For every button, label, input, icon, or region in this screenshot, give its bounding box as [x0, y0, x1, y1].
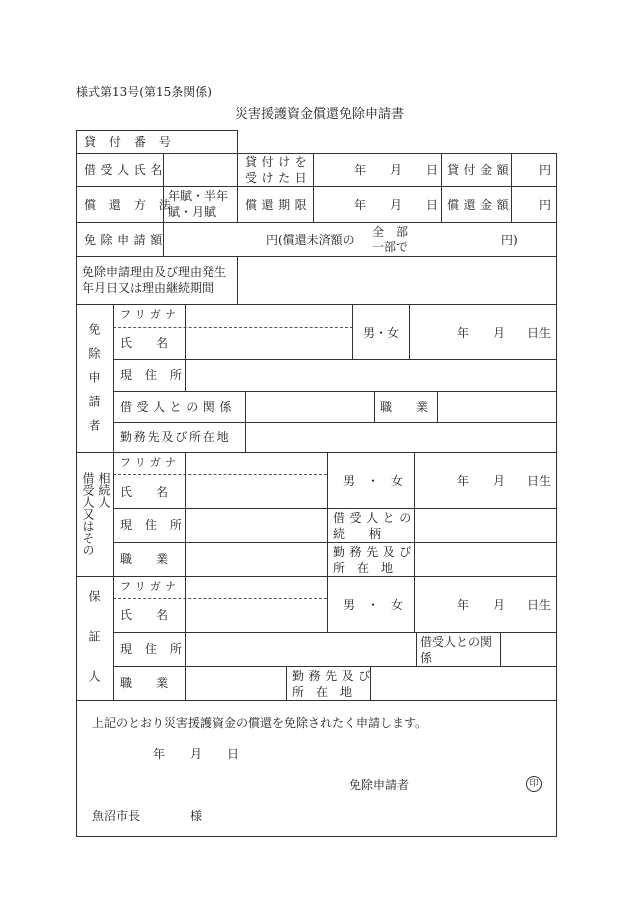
applicant-workplace-label: 勤務先及び所在地: [120, 430, 231, 444]
heir-name-label: 氏 名: [120, 485, 169, 499]
heir-relation-label-2: 続 柄: [333, 527, 382, 541]
heir-occupation-label: 職 業: [120, 552, 169, 566]
loan-amount-yen: 円: [539, 163, 552, 177]
guarantor-furigana-label: フリガナ: [120, 580, 181, 593]
guarantor-section-label: 保証人: [87, 590, 101, 710]
all-option: 全 部: [372, 225, 409, 239]
applicant-name-field[interactable]: [186, 328, 352, 358]
guarantor-birth-month: 月: [493, 598, 506, 612]
applicant-gender: 男・女: [363, 326, 400, 340]
repay-period-year: 年: [354, 198, 367, 212]
guarantor-workplace-label-2: 所 在 地: [292, 685, 353, 699]
loan-date-label-1: 貸付けを: [245, 155, 312, 169]
heir-birth-year: 年: [457, 474, 470, 488]
applicant-furigana-label: フリガナ: [120, 308, 181, 321]
heir-gender: 男 ・ 女: [343, 474, 404, 488]
guarantor-relation-label-1: 借受人との関: [420, 635, 493, 649]
repay-amount-yen: 円: [539, 198, 552, 212]
part-option: 一部で: [372, 240, 409, 254]
form-title: 災害援護資金償還免除申請書: [235, 107, 405, 122]
reason-label-1: 免除申請理由及び理由発生: [82, 265, 227, 279]
reason-field[interactable]: [238, 257, 556, 304]
addressee: 魚沼市長: [92, 809, 141, 823]
seal-mark: 印: [526, 776, 542, 792]
reason-label-2: 年月日又は理由継続期間: [82, 281, 215, 295]
guarantor-birth-day: 日生: [527, 598, 552, 612]
heir-workplace-label-2: 所 在 地: [333, 561, 394, 575]
loan-number-field[interactable]: [164, 131, 237, 153]
guarantor-address-label: 現 住 所: [120, 642, 187, 656]
exemption-amount-text: 円(償還未済額の: [266, 233, 355, 247]
signer-label: 免除申請者: [349, 778, 410, 792]
applicant-birth-month: 月: [493, 326, 506, 340]
repay-period-month: 月: [390, 198, 403, 212]
loan-date-day: 日: [426, 163, 439, 177]
applicant-address-field[interactable]: [186, 360, 556, 390]
applicant-name-label: 氏 名: [120, 336, 169, 350]
guarantor-relation-label-2: 係: [420, 651, 433, 665]
applicant-relation-label: 借受人との関係: [120, 400, 236, 414]
heir-section-label-b: 借受人又はその: [81, 472, 95, 556]
repay-method-option-1: 年賦・半年: [168, 189, 229, 203]
honorific: 様: [190, 809, 203, 823]
exemption-amount-label: 免除申請額: [84, 233, 167, 247]
applicant-birth-day: 日生: [527, 326, 552, 340]
heir-birth-month: 月: [493, 474, 506, 488]
borrower-name-field[interactable]: [164, 154, 237, 186]
repay-period-label: 償還期限: [245, 198, 312, 212]
repay-period-day: 日: [426, 198, 439, 212]
applicant-address-label: 現 住 所: [120, 368, 187, 382]
guarantor-name-label: 氏 名: [120, 608, 169, 622]
loan-date-label-2: 受けた日: [245, 171, 312, 185]
form-number: 様式第13号(第15条関係): [76, 85, 212, 99]
heir-relation-label-1: 借受人との: [333, 511, 416, 525]
repay-amount-label: 償還金額: [447, 198, 514, 212]
heir-furigana-label: フリガナ: [120, 456, 181, 469]
applicant-section-label: 免除申請者: [87, 323, 101, 443]
exemption-amount-close: 円): [501, 233, 518, 247]
borrower-name-label: 借受人氏名: [84, 163, 167, 177]
heir-section-label-a: 相続人: [97, 472, 111, 508]
loan-amount-label: 貸付金額: [447, 163, 514, 177]
guarantor-occupation-label: 職 業: [120, 676, 169, 690]
declaration-month: 月: [190, 747, 203, 761]
applicant-occupation-label: 職 業: [380, 400, 429, 414]
loan-date-year: 年: [354, 163, 367, 177]
guarantor-birth-year: 年: [457, 598, 470, 612]
guarantor-workplace-label-1: 勤務先及び: [292, 669, 375, 683]
loan-number-label: 貸 付 番 号: [84, 135, 176, 149]
loan-date-month: 月: [390, 163, 403, 177]
declaration-day: 日: [227, 747, 240, 761]
guarantor-gender: 男 ・ 女: [343, 598, 404, 612]
heir-birth-day: 日生: [527, 474, 552, 488]
heir-address-label: 現 住 所: [120, 518, 187, 532]
applicant-birth-year: 年: [457, 326, 470, 340]
repay-method-option-2: 賦・月賦: [168, 205, 217, 219]
repay-method-label: 償 還 方 法: [84, 198, 176, 212]
declaration-year: 年: [153, 747, 166, 761]
heir-workplace-label-1: 勤務先及び: [333, 545, 416, 559]
declaration-text: 上記のとおり災害援護資金の償還を免除されたく申請します。: [92, 716, 428, 730]
